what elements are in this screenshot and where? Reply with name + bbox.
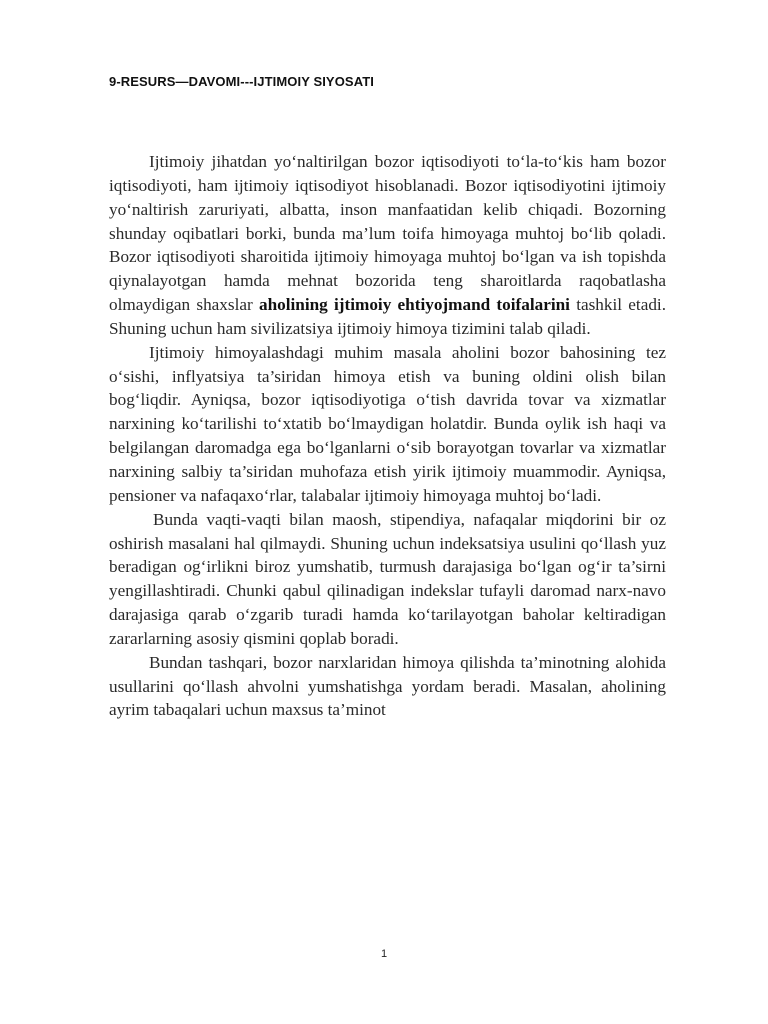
paragraph-text: tashkil etadi. Shuning uchun ham sivilizatsiya ijtimoiy himoya tizimini talab qiladi. — [109, 295, 666, 338]
paragraph: Ijtimoiy himoyalashdagi muhim masala aholini bozor bahosining tez o‘sishi, inflyatsiya ta’siridan himoya etish va buning oldini olish bilan bog‘liqdir. Ayniqsa, bozor iqtisodiyotiga o‘tish davrida tovar va xizmatlar narxining ko‘tarilishi to‘xtatib bo‘lmaydigan holatdir. Bunda oylik ish haqi va belgilangan daromadga ega bo‘lganlarni o‘sib borayotgan tovarlar va xizmatlar narxining salbiy ta’siridan muhofaza etish yirik ijtimoiy muammodir. Ayniqsa, pensioner va nafaqaxo‘rlar, talabalar ijtimoiy himoyaga muhtoj bo‘ladi. — [109, 342, 666, 505]
paragraph-text: Ijtimoiy jihatdan yo‘naltirilgan bozor iqtisodiyoti to‘la-to‘kis ham bozor iqtisodiyoti, ham ijtimoiy iqtisodiyot hisoblanadi. Bozor iqtisodiyotini ijtimoiy yo‘naltirish zaruriyati, albatta, inson manfaatidan kelib chiqadi. Bozorning shunday oqibatlari borki, bunda ma’lum toifa himoyaga muhtoj bo‘lib qoladi. Bozor iqtisodiyoti sharoitida ijtimoiy himoyaga muhtoj bo‘lgan va ish topishda qiynalayotgan hamda mehnat bozorida teng sharoitlarda raqobatlasha olmaydigan shaxslar — [109, 152, 666, 315]
bold-phrase: aholining ijtimoiy ehtiyojmand toifalarini — [258, 295, 570, 315]
paragraph: Bundan tashqari, bozor narxlaridan himoya qilishda ta’minotning alohida usullarini qo‘llash ahvolni yumshatishga yordam beradi. Masalan, aholining ayrim tabaqalari uchun maxsus ta’minot — [109, 652, 666, 720]
paragraph — [109, 150, 666, 341]
page-number: 1 — [380, 948, 388, 960]
paragraph: Bunda vaqti-vaqti bilan maosh, stipendiya, nafaqalar miqdorini bir oz oshirish masalani hal qilmaydi. Shuning uchun indeksatsiya usulini qo‘llash yuz beradigan og‘irlikni biroz yumshatib, turmush darajasiga bo‘lgan og‘ir ta’sirni yengillashtiradi. Chunki qabul qilinadigan indekslar tufayli daromad narx-navo darajasiga qarab o‘zgarib turadi hamda ko‘tarilayotgan baholar keltiradigan zararlarning asosiy qismini qoplab boradi. — [109, 509, 666, 648]
document-body — [109, 150, 666, 722]
document-heading: 9-RESURS—DAVOMI---IJTIMOIY SIYOSATI — [109, 74, 374, 89]
